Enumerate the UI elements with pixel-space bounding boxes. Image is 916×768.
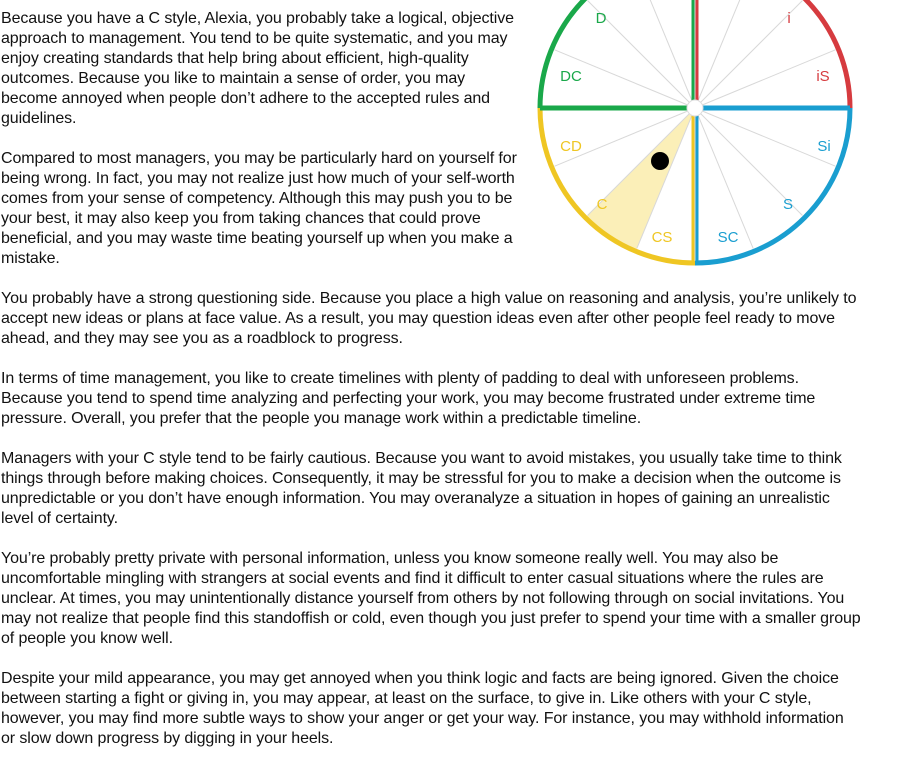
style-dot xyxy=(651,152,669,170)
wheel-spoke xyxy=(695,50,835,108)
label-i: i xyxy=(787,10,791,27)
wheel-spoke xyxy=(695,0,753,108)
paragraph-self-worth: Compared to most managers, you may be particularly hard on yourself for being wrong. In fact, you may not realize just how much of your self-worth comes from your sense of competency. Although this may push you to be your best, it may also keep you from taking chances that could prove beneficial, and you may waste time beating yourself up when you make a mistake. xyxy=(1,150,517,267)
label-iS: iS xyxy=(816,68,830,85)
paragraph-time-management: In terms of time management, you like to create timelines with plenty of padding to deal with unforeseen problems. Because you tend to spend time analyzing and perfecting your work, you may become frustrated under extreme time pressure. Overall, you prefer that the people you manage work within a predictable timeline. xyxy=(1,370,816,427)
wheel-spoke xyxy=(695,108,835,166)
label-Si: Si xyxy=(817,138,831,155)
paragraph-private: You’re probably pretty private with personal information, unless you know someone really well. You may also be uncomfortable mingling with strangers at social events and find it difficult to enter casual situations where the rules are unclear. At times, you may unintentionally distance yourself from others by not following through on social invitations. You may not realize that people find this standoffish or cold, even though you just prefer to spend your time with a smaller group of people you know well. xyxy=(1,550,861,647)
label-D: D xyxy=(595,10,607,27)
paragraph-overview: Because you have a C style, Alexia, you probably take a logical, objective approach to management. You tend to be quite systematic, and you may enjoy creating standards that help bring about efficient, high-quality outcomes. Because you like to maintain a sense of order, you may become annoyed when people don’t adhere to the accepted rules and guidelines. xyxy=(1,10,514,127)
arc-D xyxy=(540,0,695,108)
label-DC: DC xyxy=(560,68,582,85)
label-CD: CD xyxy=(560,138,582,155)
arc-i xyxy=(695,0,850,108)
paragraph-cautious: Managers with your C style tend to be fairly cautious. Because you want to avoid mistakes, you usually take time to think things through before making choices. Consequently, it may be stressful for you to make a decision when the outcome is unpredictable or you don’t have enough information. You may overanalyze a situation in hopes of gaining an unrealistic level of certainty. xyxy=(1,450,842,527)
wheel-spoke xyxy=(695,108,753,248)
label-C: C xyxy=(596,196,608,213)
label-CS: CS xyxy=(651,229,673,246)
disc-wheel-graphic xyxy=(532,0,860,270)
disc-style-wheel xyxy=(532,0,860,270)
paragraph-questioning: You probably have a strong questioning side. Because you place a high value on reasoning and analysis, you’re unlikely to accept new ideas or plans at face value. As a result, you may question ideas even after other people feel ready to move ahead, and they may see you as a roadblock to progress. xyxy=(1,290,857,347)
label-SC: SC xyxy=(717,229,739,246)
wheel-spoke xyxy=(637,0,695,108)
wheel-center-hub xyxy=(687,100,703,116)
label-S: S xyxy=(782,196,794,213)
paragraph-annoyed: Despite your mild appearance, you may get annoyed when you think logic and facts are being ignored. Given the choice between starting a fight or giving in, you may appear, at least on the surface, to give in. Like others with your C style, however, you may find more subtle ways to show your anger or get your way. For instance, you may withhold information or slow down progress by digging in your heels. xyxy=(1,670,844,747)
